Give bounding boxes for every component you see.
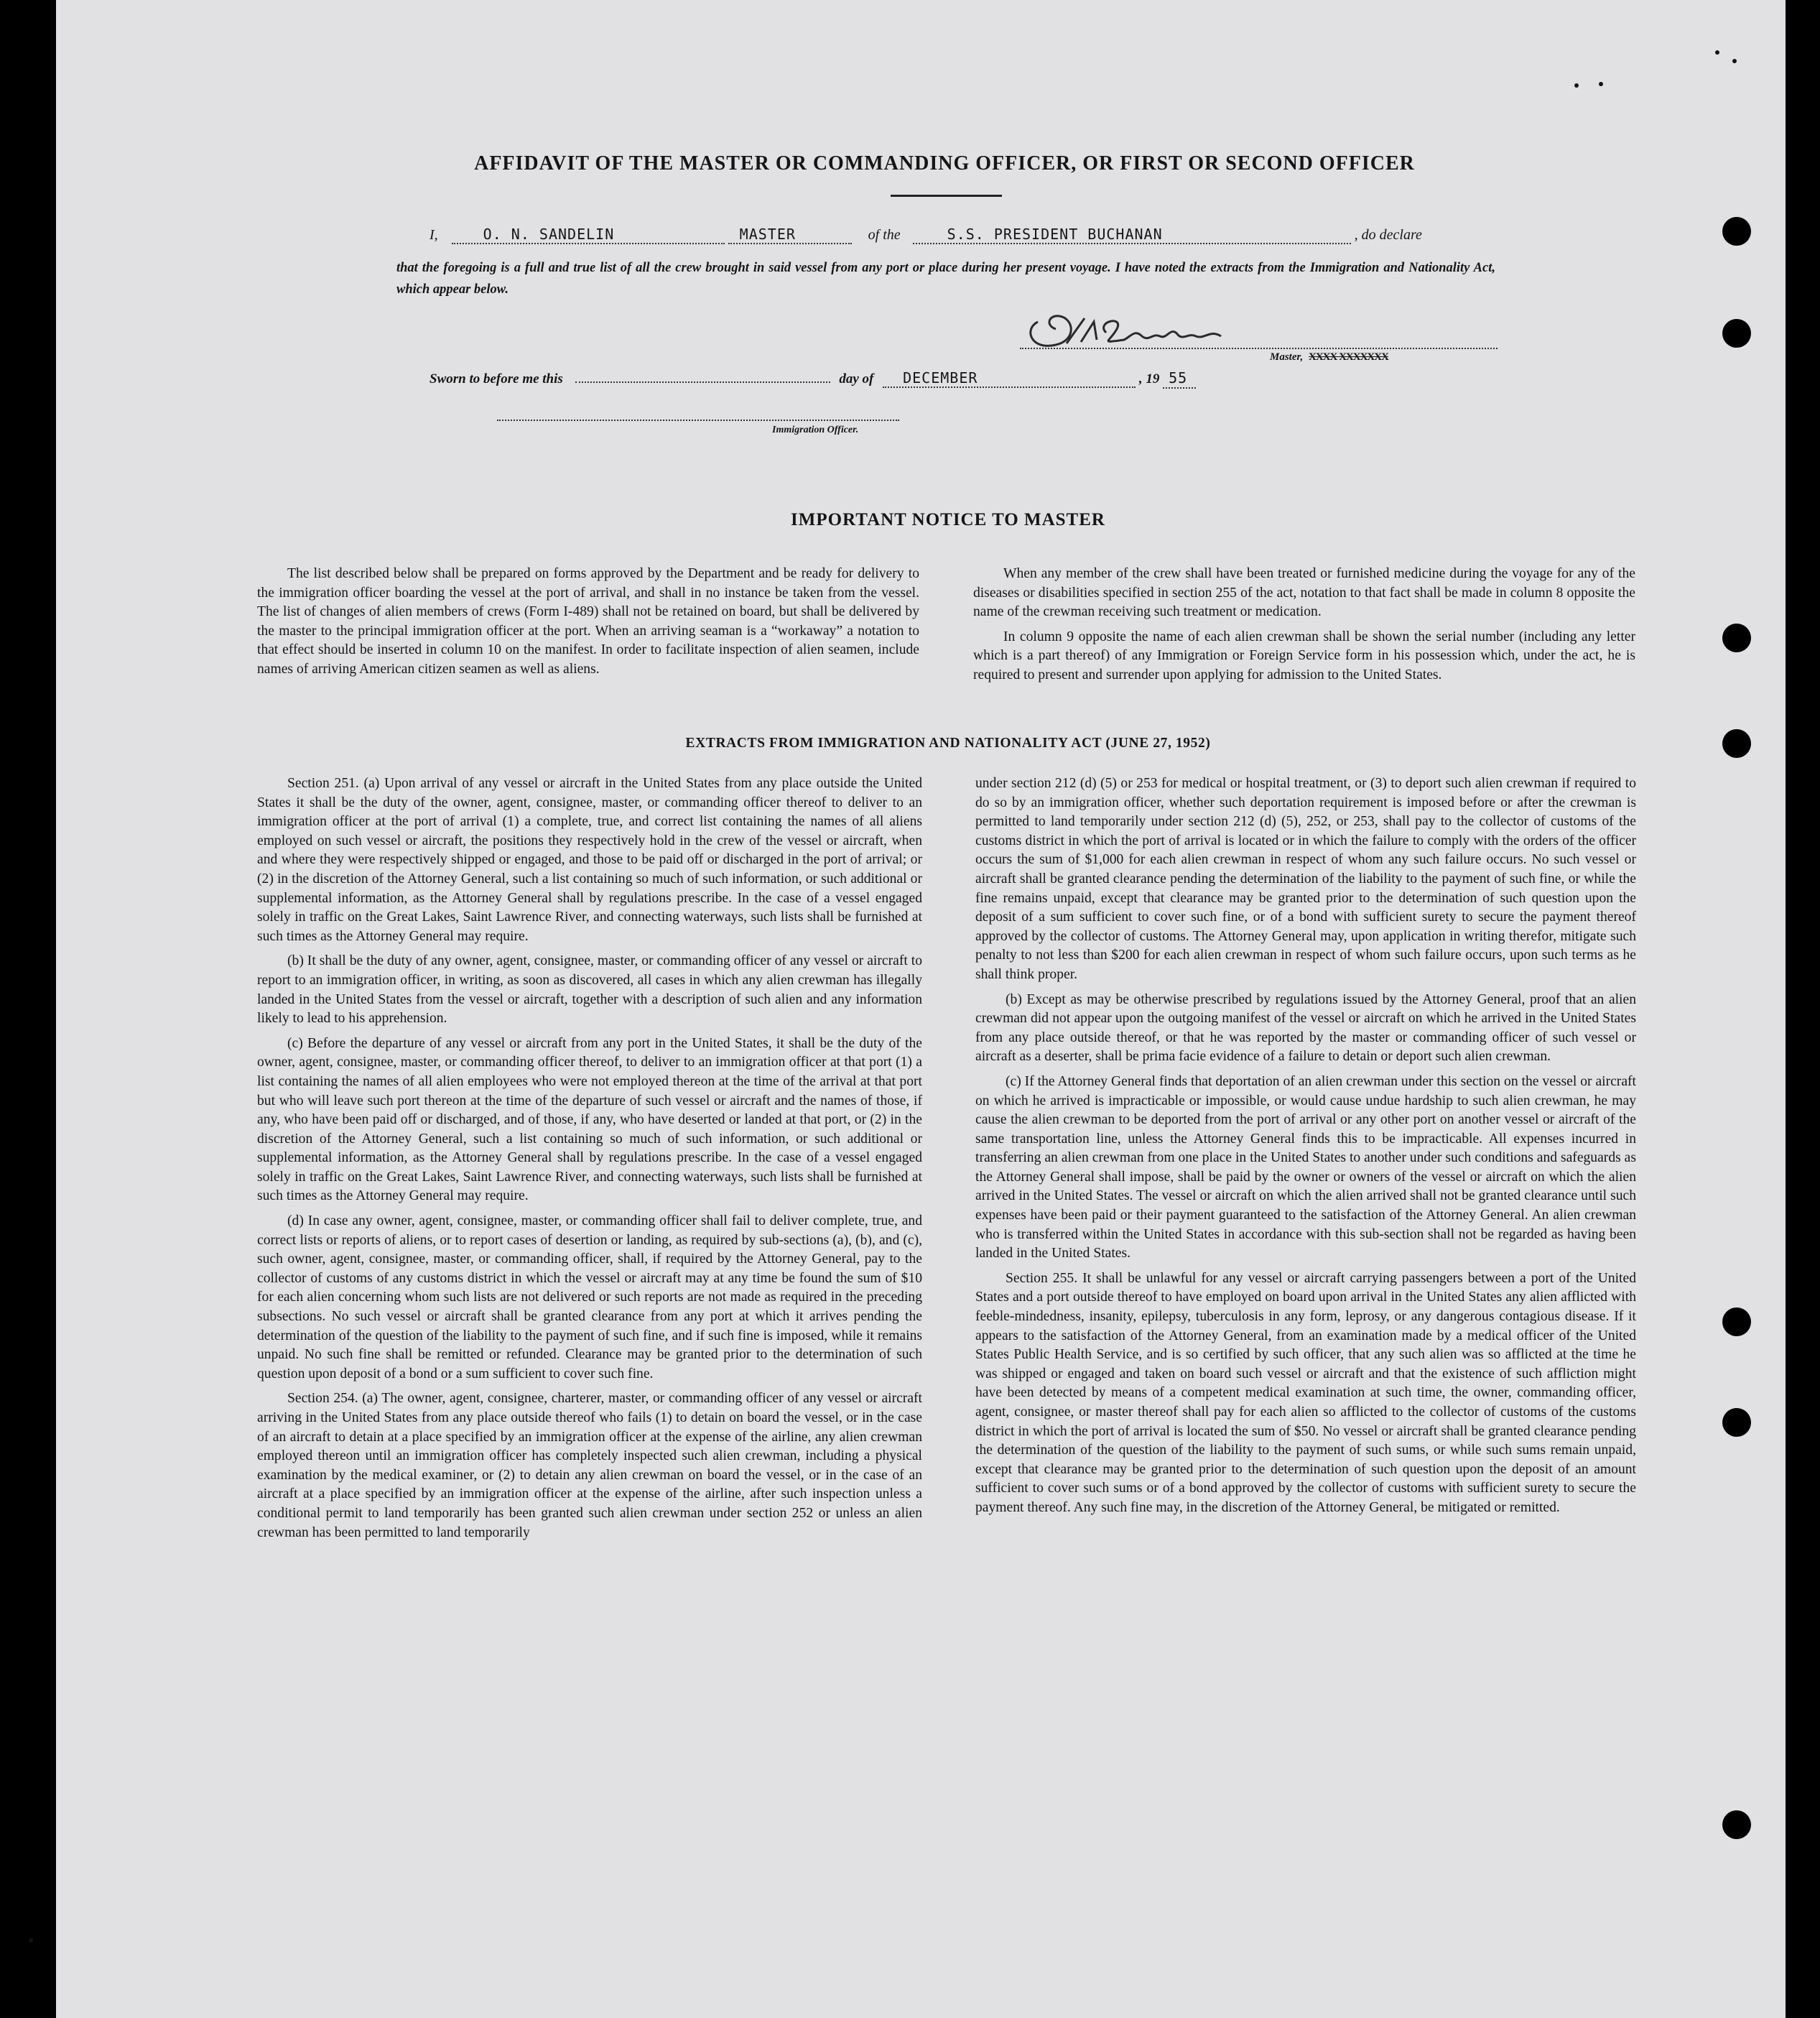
section-254-c: (c) If the Attorney General finds that deportation of an alien crewman under this section on the vessel or aircraft on which he arrived is impracticable or impossible, or would cause undue hardship to such alien crewman, he may cause the alien crewman to be deported from the port of arrival or any other port on another vessel or aircraft of the same transportation line, unless the Attorney General finds this to be impracticable. All expenses incurred in transferring an alien crewman from one place in the United States to another under such conditions and safeguards as the Attorney General shall impose, shall be paid by the owner or owners of the vessel or aircraft on which the alien arrived in the United States. The vessel or aircraft on which the alien arrived shall not be granted clearance until such expenses have been paid or their payment guaranteed to the satisfaction of the Attorney General. An alien crewman who is transferred within the United States in accordance with this sub-section shall not be regarded as having been landed in the United States.	[975, 1073, 1636, 1262]
sworn-line	[430, 369, 1196, 389]
punch-hole	[1722, 624, 1751, 652]
do-declare-label: , do declare	[1354, 227, 1422, 243]
section-251-c: (c) Before the departure of any vessel or aircraft from any port in the United States, it shall be the duty of the owner, agent, consignee, master, or commanding officer thereof, to deliver to an immigration officer at that port (1) a list containing the names of all alien employees who were not employed thereon at the time of the arrival at that port but who will leave such port thereon at the time of the departure of such vessel or aircraft and the names of those, if any, who have been paid off or discharged, and of those, if any, who have deserted or landed at that port, or (2) in the discretion of the Attorney General, such a list containing so much of such information, or such additional or supplemental information, as the Attorney General shall by regulations prescribe. In the case of a vessel engaged solely in traffic on the Great Lakes, Saint Lawrence River, and connecting waterways, such lists shall be furnished at such times as the Attorney General may require.	[257, 1035, 922, 1204]
punch-hole	[1722, 1810, 1751, 1839]
sworn-year: 55	[1169, 369, 1188, 387]
vessel-field	[913, 226, 1351, 244]
declaration-text: that the foregoing is a full and true list of all the crew brought in said vessel from any port or place during her present voyage. I have noted the extracts from the Immigration and Nationality Act, which appear below.	[396, 261, 1495, 297]
signature-title	[1270, 351, 1388, 364]
day-of-label: day of	[839, 371, 874, 387]
master-name: O. N. SANDELIN	[483, 226, 615, 243]
notice-heading: IMPORTANT NOTICE TO MASTER	[791, 510, 1105, 529]
sworn-month: DECEMBER	[903, 369, 978, 387]
punch-hole	[1722, 1307, 1751, 1336]
notice-right-paragraph-2: In column 9 opposite the name of each alien crewman shall be shown the serial number (including any letter which is a part thereof) of any Immigration or Foreign Service form in his possession which, under the act, he is required to present and surrender upon applying for admission to the United States.	[973, 629, 1635, 682]
section-254-b: (b) Except as may be otherwise prescribed by regulations issued by the Attorney General, proof that an alien crewman did not appear upon the outgoing manifest of the vessel or aircraft on which he arrived in the United States from any place outside thereof, or that he was reported by the master or commanding officer of such vessel or aircraft as a deserter, shall be prima facie evidence of a failure to detain or deport such alien crewman.	[975, 991, 1636, 1065]
speck	[29, 1938, 33, 1943]
declaration-line	[430, 226, 1507, 244]
master-label: Master,	[1270, 351, 1304, 363]
year-field	[1163, 369, 1196, 389]
section-251-a: Section 251. (a) Upon arrival of any vessel or aircraft in the United States from any place outside the United States it shall be the duty of the owner, agent, consignee, master, or commanding officer thereof to deliver to an immigration officer at the port of arrival (1) a complete, true, and correct list containing the names of all aliens employed on such vessel or aircraft, the positions they respectively hold in the crew of the vessel or aircraft, when and where they were respectively shipped or engaged, and those to be paid off or discharged in the port of arrival; or (2) in the discretion of the Attorney General, such a list containing so much of such information, or such additional or supplemental information, as the Attorney General shall by regulations prescribe. In the case of a vessel engaged solely in traffic on the Great Lakes, Saint Lawrence River, and connecting waterways, such lists shall be furnished at such times as the Attorney General may require.	[257, 776, 922, 944]
of-the-label: of the	[868, 227, 901, 243]
struck-title: XXXX XXXXXXX	[1309, 351, 1388, 363]
master-name-field	[452, 226, 725, 244]
year-prefix: , 19	[1138, 371, 1160, 387]
rank: MASTER	[739, 226, 796, 243]
notice-right-column	[973, 565, 1635, 691]
officer-signature-line	[497, 420, 899, 421]
notice-left-column	[257, 565, 919, 685]
sworn-label: Sworn to before me this	[430, 371, 563, 387]
i-label: I,	[430, 227, 438, 243]
rank-field	[728, 226, 852, 244]
punch-hole	[1722, 729, 1751, 758]
notice-left-paragraph: The list described below shall be prepared on forms approved by the Department and be ready for delivery to the immigration officer boarding the vessel at the port of arrival, and shall in no instance be taken from the vessel. The list of changes of alien members of crews (Form I-489) shall not be retained on board, but shall be delivered by the master to the principal immigration officer at the port. When an arriving seaman is a “workaway” a notation to that effect should be inserted in column 10 on the manifest. In order to facilitate inspection of alien seamen, include names of arriving American citizen seamen as well as aliens.	[257, 566, 919, 677]
speck	[1599, 82, 1603, 86]
speck	[1715, 50, 1719, 55]
officer-label: Immigration Officer.	[772, 425, 859, 435]
section-251-b: (b) It shall be the duty of any owner, agent, consignee, master, or commanding officer of any vessel or aircraft to report to an immigration officer, in writing, as soon as discovered, all cases in which any alien crewman has illegally landed in the United States from the vessel or aircraft, together with a description of such alien and any information likely to lead to his apprehension.	[257, 953, 922, 1027]
master-signature	[1016, 300, 1246, 358]
extracts-right-column	[975, 774, 1636, 1524]
vessel-name: S.S. PRESIDENT BUCHANAN	[947, 226, 1163, 243]
speck	[1732, 59, 1737, 63]
section-254-a: Section 254. (a) The owner, agent, consignee, charterer, master, or commanding officer of any vessel or aircraft arriving in the United States from any place outside thereof who fails (1) to detain on board the vessel, or in the case of an aircraft to detain at a place specified by an immigration officer at the expense of the airline, any alien crewman employed thereon until an immigration officer has completely inspected such alien crewman, including a physical examination by the medical examiner, or (2) to detain any alien crewman on board the vessel, or in the case of an aircraft at a place specified by an immigration officer at the expense of the airline, after such inspection unless a conditional permit to land temporarily has been granted such alien crewman under section 252 or unless an alien crewman has been permitted to land temporarily	[257, 1391, 922, 1540]
punch-hole	[1722, 1408, 1751, 1437]
sworn-month-field	[883, 369, 1136, 388]
sworn-day-field	[575, 370, 830, 383]
extracts-heading: EXTRACTS FROM IMMIGRATION AND NATIONALITY ACT (JUNE 27, 1952)	[685, 736, 1211, 751]
section-255: Section 255. It shall be unlawful for any vessel or aircraft carrying passengers between a port of the United States and a port outside thereof to have employed on board upon arrival in the United States any alien afflicted with feeble-mindedness, insanity, epilepsy, tuberculosis in any form, leprosy, or any dangerous contagious disease. If it appears to the satisfaction of the Attorney General, from an examination made by a medical officer of the United States Public Health Service, and is so certified by such officer, that any such alien was so afflicted at the time he was shipped or engaged and taken on board such vessel or aircraft and that the existence of such affliction might have been detected by means of a competent medical examination at such time, the owner, commanding officer, agent, consignee, or master thereof shall pay for each alien so afflicted to the collector of customs of the customs district in which the port of arrival is located the sum of $50. No vessel or aircraft shall be granted clearance pending the determination of the question of the liability to the payment of such sums, or while such sums remain unpaid, except that clearance may be granted prior to the determination of such question upon the deposit of an amount sufficient to cover such sums or of a bond approved by the collector of customs with sufficient surety to secure the payment thereof. Any such fine may, in the discretion of the Attorney General, be mitigated or remitted.	[975, 1270, 1636, 1515]
signature-line	[1020, 348, 1498, 349]
affidavit-title: AFFIDAVIT OF THE MASTER OR COMMANDING OFFICER, OR FIRST OR SECOND OFFICER	[474, 152, 1415, 175]
title-divider	[891, 195, 1002, 197]
section-254-a-continued: under section 212 (d) (5) or 253 for medical or hospital treatment, or (3) to deport such alien crewman if required to do so by an immigration officer, whether such deportation requirement is imposed before or after the crewman is permitted to land temporarily under section 212 (d) (5), 252, or 253, shall pay to the collector of customs of the customs district in which the port of arrival is located or in which the failure to comply with the orders of the officer occurs the sum of $1,000 for each alien crewman in respect of whom any such failure occurs. No such vessel or aircraft shall be granted clearance pending the determination of the liability to the payment of such fine, or while the fine remains unpaid, except that clearance may be granted prior to the determination of such question upon the deposit of a sum sufficient to cover such fine, or of a bond with sufficient surety to secure the payment thereof approved by the collector of customs. The Attorney General may, upon application in writing therefor, mitigate such penalty to not less than $200 for each alien crewman in respect of whom such failure occurs, upon such terms as he shall think proper.	[975, 776, 1636, 982]
speck	[1574, 83, 1579, 88]
notice-right-paragraph-1: When any member of the crew shall have been treated or furnished medicine during the voyage for any of the diseases or disabilities specified in section 255 of the act, notation to that fact shall be made in column 8 opposite the name of the crewman receiving such treatment or medication.	[973, 566, 1635, 620]
extracts-left-column	[257, 774, 922, 1548]
punch-hole	[1722, 217, 1751, 246]
punch-hole	[1722, 319, 1751, 348]
section-251-d: (d) In case any owner, agent, consignee, master, or commanding officer shall fail to deliver complete, true, and correct lists or reports of aliens, or to report cases of desertion or landing, as required by sub-sections (a), (b), and (c), such owner, agent, consignee, master, or commanding officer, shall, if required by the Attorney General, pay to the collector of customs of any customs district in which the vessel or aircraft may at any time be found the sum of $10 for each alien concerning whom such lists are not delivered or such reports are not made as required in the preceding subsections. No such vessel or aircraft shall be granted clearance from any port at which it arrives pending the determination of the question of the liability to the payment of such fine, and if such fine is imposed, while it remains unpaid. No such fine shall be remitted or refunded. Clearance may be granted prior to the determination of such question upon deposit of a bond or a sum sufficient to cover such fine.	[257, 1213, 922, 1381]
